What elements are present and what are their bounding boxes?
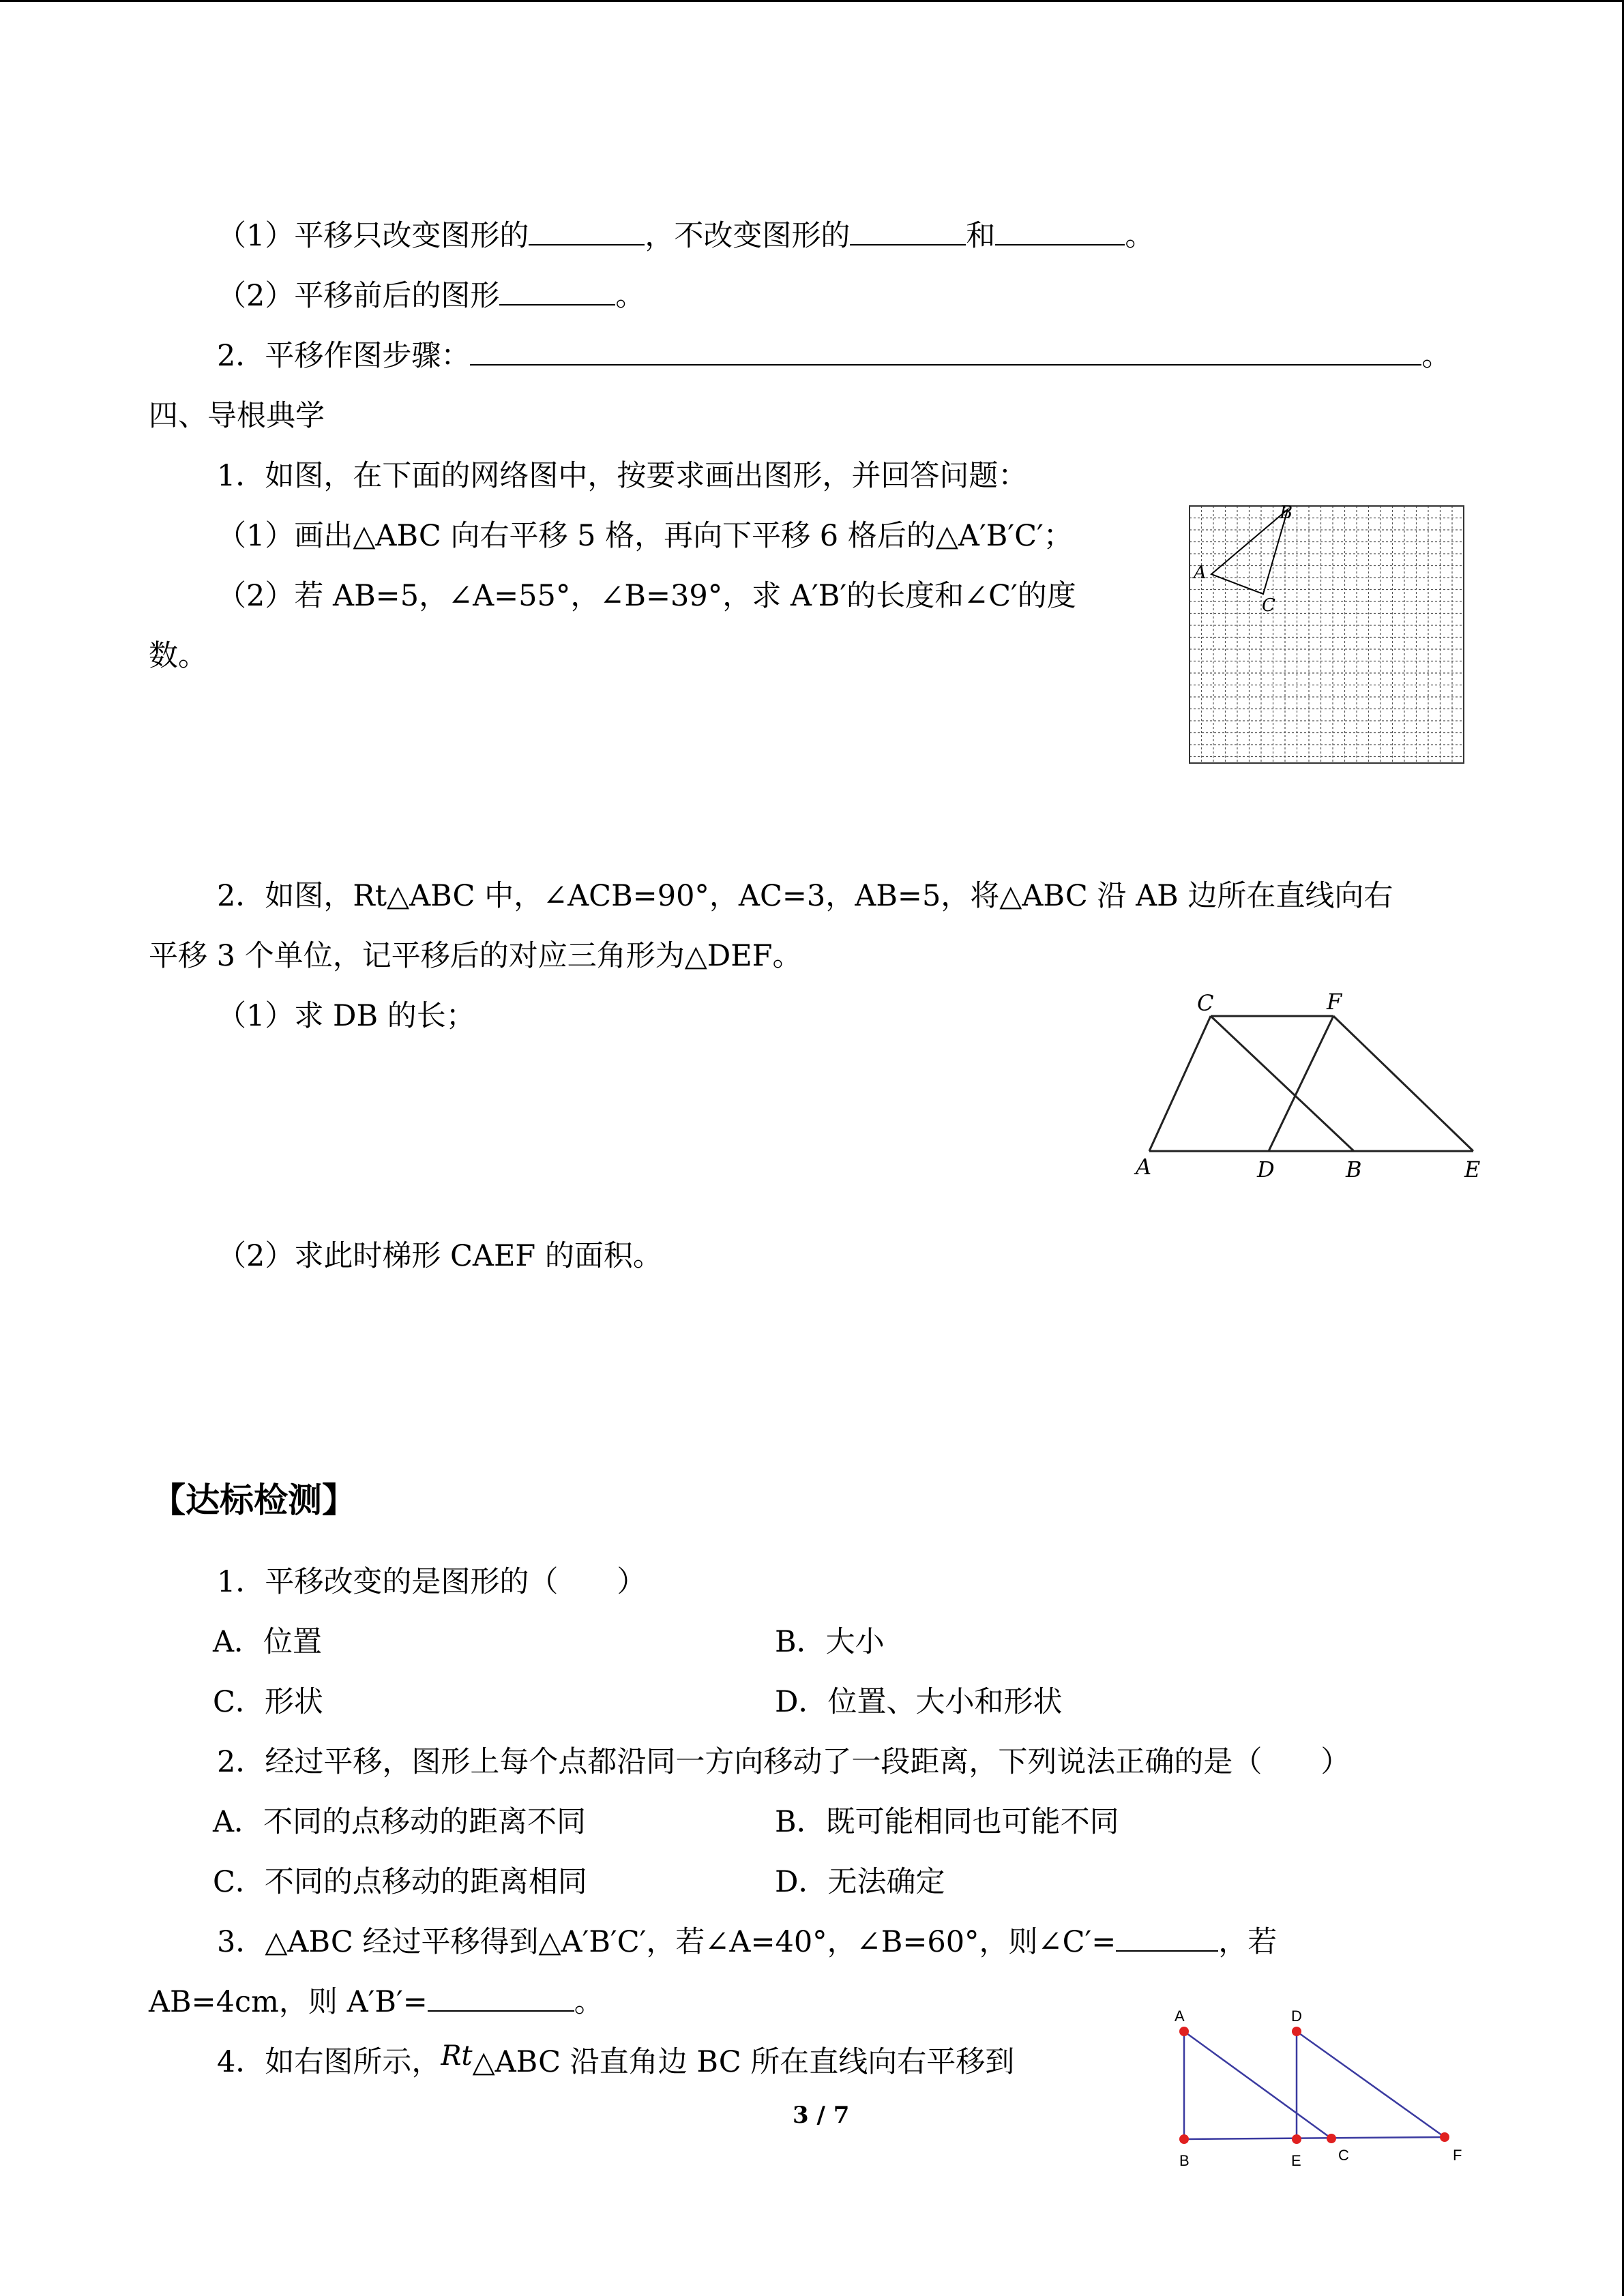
- mc2-stem: 2．经过平移，图形上每个点都沿同一方向移动了一段距离，下列说法正确的是（ ）: [217, 1745, 1350, 1779]
- q3-mid: ，若: [1218, 1925, 1278, 1959]
- q1-1-mid1: ，不改变图形的: [645, 219, 851, 253]
- p1-sub2: （2）若 AB=5，∠A=55°，∠B=39°，求 A′B′的长度和∠C′的度: [217, 579, 1076, 613]
- q1-2-pre: （2）平移前后的图形: [217, 279, 500, 313]
- point-a: [1179, 2027, 1189, 2036]
- page-top-border: [0, 0, 1624, 2]
- q1-1-blank-b[interactable]: [850, 217, 966, 245]
- trap-label-f: F: [1327, 990, 1342, 1015]
- q2-steps-blank[interactable]: [470, 337, 1421, 366]
- section2-title: 四、导根典学: [149, 399, 325, 433]
- point-f: [1440, 2132, 1449, 2142]
- segment-cb: [1211, 1016, 1354, 1151]
- translation-lines: [1184, 2031, 1445, 2139]
- q3-line1: [217, 1923, 1277, 1961]
- tr-label-b: B: [1179, 2152, 1190, 2169]
- q1-2-end: 。: [615, 279, 645, 313]
- trap-label-a: A: [1136, 1154, 1152, 1180]
- mc2-option-c[interactable]: C．不同的点移动的距离相同: [213, 1865, 587, 1899]
- q2-steps-line: [217, 337, 1451, 375]
- mc1-stem: 1．平移改变的是图形的（ ）: [217, 1565, 647, 1599]
- p1-sub1: （1）画出△ABC 向右平移 5 格，再向下平移 6 格后的△A′B′C′；: [217, 519, 1073, 553]
- q1-2-blank[interactable]: [499, 277, 615, 305]
- q3-line2: [149, 1983, 604, 2021]
- trap-label-d: D: [1257, 1157, 1275, 1181]
- grid-border: [1190, 506, 1464, 763]
- tr-label-c: C: [1338, 2147, 1349, 2164]
- q3-pre: 3．△ABC 经过平移得到△A′B′C′，若∠A=40°，∠B=60°，则∠C′=: [217, 1925, 1117, 1959]
- tr-label-e: E: [1291, 2152, 1301, 2169]
- segment-ac: [1149, 1016, 1211, 1151]
- trapezoid-figure: [1129, 990, 1490, 1181]
- q1-1-blank-a[interactable]: [529, 217, 645, 245]
- mc1-option-c[interactable]: C．形状: [213, 1685, 323, 1719]
- point-b: [1179, 2134, 1189, 2144]
- q2-steps-pre: 2．平移作图步骤：: [217, 339, 471, 373]
- trap-label-c: C: [1197, 990, 1214, 1016]
- segment-fe: [1333, 1016, 1473, 1151]
- tr-label-f: F: [1453, 2147, 1462, 2164]
- mc2-option-a[interactable]: A．不同的点移动的距离不同: [213, 1805, 587, 1839]
- q3-blank-angle[interactable]: [1116, 1923, 1218, 1952]
- grid-label-b: B: [1280, 503, 1293, 523]
- mc2-option-b[interactable]: B．既可能相同也可能不同: [775, 1805, 1119, 1839]
- point-d: [1292, 2027, 1301, 2036]
- point-c: [1327, 2134, 1336, 2143]
- p2-line2: 平移 3 个单位，记平移后的对应三角形为△DEF。: [149, 939, 802, 973]
- section3-title: 【达标检测】: [151, 1480, 356, 1520]
- mc1-option-a[interactable]: A．位置: [213, 1625, 323, 1659]
- grid-figure: [1187, 503, 1466, 766]
- p2-line1: 2．如图，Rt△ABC 中，∠ACB=90°，AC=3，AB=5，将△ABC 沿 AB 边所在直线向右: [217, 879, 1393, 913]
- q3-blank-length[interactable]: [428, 1983, 574, 2012]
- grid-lines: [1190, 506, 1464, 763]
- q3-line2-pre: AB=4cm，则 A′B′=: [149, 1985, 428, 2019]
- p1-sub2-cont: 数。: [149, 639, 207, 673]
- q2-steps-end: 。: [1421, 339, 1451, 373]
- q4-line: [217, 2040, 1015, 2082]
- q4-rt: Rt: [441, 2040, 473, 2072]
- grid-label-a: A: [1194, 563, 1207, 583]
- translation-figure: [1163, 2005, 1477, 2175]
- p1-intro: 1．如图，在下面的网络图中，按要求画出图形，并回答问题：: [217, 459, 1028, 493]
- segment-df: [1269, 1016, 1333, 1151]
- p2-sub1: （1）求 DB 的长；: [217, 999, 475, 1033]
- q1-1-pre: （1）平移只改变图形的: [217, 219, 529, 253]
- q4-post: △ABC 沿直角边 BC 所在直线向右平移到: [472, 2045, 1015, 2079]
- q4-pre: 4．如右图所示，: [217, 2045, 441, 2079]
- p2-sub2: （2）求此时梯形 CAEF 的面积。: [217, 1239, 662, 1273]
- q1-1-line: [217, 217, 1154, 255]
- trap-label-e: E: [1464, 1157, 1481, 1181]
- trap-label-b: B: [1346, 1157, 1362, 1181]
- q1-1-end: 。: [1125, 219, 1155, 253]
- mc2-option-d[interactable]: D．无法确定: [775, 1865, 945, 1899]
- page-number: 3 / 7: [793, 2102, 850, 2129]
- q1-1-blank-c[interactable]: [995, 217, 1125, 245]
- q1-2-line: [217, 277, 645, 315]
- q1-1-mid2: 和: [966, 219, 996, 253]
- mc1-option-b[interactable]: B．大小: [775, 1625, 885, 1659]
- q3-end: 。: [574, 1985, 604, 2019]
- grid-label-c: C: [1262, 595, 1275, 616]
- tr-label-d: D: [1291, 2008, 1302, 2025]
- tr-label-a: A: [1175, 2008, 1185, 2025]
- point-e: [1292, 2134, 1301, 2144]
- mc1-option-d[interactable]: D．位置、大小和形状: [775, 1685, 1063, 1719]
